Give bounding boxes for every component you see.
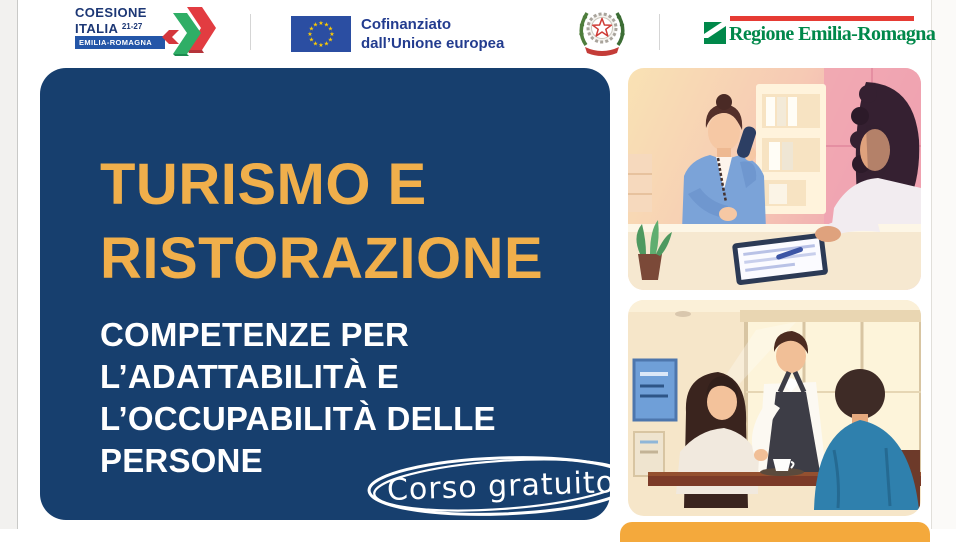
footnote-line1: Op. RIF. PA 2024-23389/RER appr. con DGR 119 del 03/02/2025. xyxy=(98,522,493,537)
reception-scene-image xyxy=(628,68,921,290)
footnote-line2: I progetti sono realizzati grazie ai Fondi Europei della Regione Emilia-Romagna xyxy=(98,542,598,557)
poster-footnotes xyxy=(98,520,598,560)
svg-text:★: ★ xyxy=(308,25,315,33)
coesione-italia-logo xyxy=(75,6,205,58)
eu-text-line1: Cofinanziato xyxy=(361,16,451,33)
restaurant-illustration xyxy=(628,300,921,516)
logo-header xyxy=(18,0,936,64)
regione-flag-icon xyxy=(704,22,726,44)
free-course-badge-label: Corso gratuito xyxy=(386,464,616,508)
eu-flag-icon xyxy=(291,16,351,52)
svg-text:★: ★ xyxy=(327,25,334,33)
bottom-accent-box xyxy=(620,522,930,542)
poster-subtitle-line1: COMPETENZE PER xyxy=(100,316,410,353)
reception-illustration xyxy=(628,68,921,290)
poster-title xyxy=(100,148,543,296)
coesione-title-line2: ITALIA $^{21-27}$ xyxy=(75,21,143,36)
svg-text:★: ★ xyxy=(318,20,324,28)
poster-subtitle-line4: PERSONE xyxy=(100,442,263,479)
italy-emblem-icon xyxy=(574,5,630,59)
svg-text:★: ★ xyxy=(327,36,334,44)
viewer-left-gutter xyxy=(0,0,18,529)
svg-text:★: ★ xyxy=(329,31,335,39)
regione-name: Regione Emilia-Romagna xyxy=(729,23,936,45)
header-divider xyxy=(250,14,251,50)
coesione-period: 21-27 xyxy=(121,22,143,31)
svg-text:★: ★ xyxy=(312,40,319,48)
svg-text:★: ★ xyxy=(318,42,324,50)
svg-text:★: ★ xyxy=(323,21,330,29)
svg-text:★: ★ xyxy=(307,31,313,39)
coesione-arrow-icon xyxy=(157,6,219,56)
poster-subtitle-line2: L’ADATTABILITÀ E xyxy=(100,358,399,395)
coesione-title-line1: COESIONE xyxy=(75,5,147,20)
svg-text:★: ★ xyxy=(308,36,315,44)
svg-text:★: ★ xyxy=(323,40,330,48)
free-course-badge xyxy=(365,454,637,518)
viewer-right-gutter xyxy=(931,0,956,529)
poster-title-line1: TURISMO E xyxy=(100,152,427,217)
header-divider xyxy=(659,14,660,50)
course-poster-panel xyxy=(40,68,616,557)
restaurant-scene-image xyxy=(628,300,921,516)
coesione-region-bar: EMILIA-ROMAGNA xyxy=(75,36,165,49)
svg-text:★: ★ xyxy=(312,21,319,29)
eu-text-line2: dall’Unione europea xyxy=(361,35,505,52)
poster-title-line2: RISTORAZIONE xyxy=(100,226,544,291)
eu-cofinancing-text xyxy=(361,15,504,53)
regione-red-bar xyxy=(730,16,914,21)
poster-subtitle-line3: L’OCCUPABILITÀ DELLE xyxy=(100,400,496,437)
